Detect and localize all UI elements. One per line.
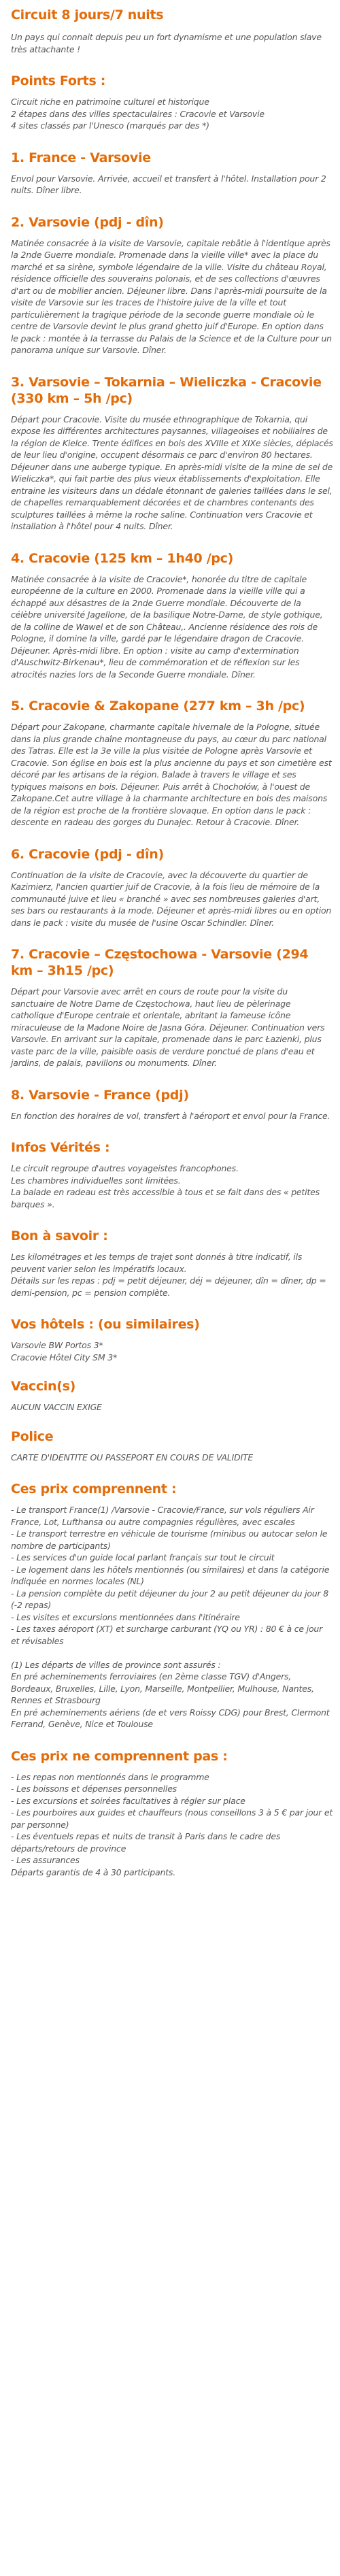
bon-savoir-line: Détails sur les repas : pdj = petit déjeuner, déj = déjeuner, dîn = dîner, dp = demi-pension, pc = pension complète. xyxy=(11,1275,326,1298)
police-section xyxy=(11,1428,333,1464)
hotels-section xyxy=(11,1316,333,1363)
bon-savoir-section xyxy=(11,1228,333,1299)
police-text: CARTE D'IDENTITE OU PASSEPORT EN COURS DE VALIDITE xyxy=(11,1452,254,1462)
day-6-text: Continuation de la visite de Cracovie, avec la découverte du quartier de Kazimierz, l'ancien quartier juif de Cracovie, à la fois lieu de mémoire de la communauté juive et lieu « branché » avec ses nombreuses galeries d'art, ses bars ou restaurants à la mode. Déjeuner et après-midi libres ou en option dans le pack : visite du musée de l'usine Oscar Schindler. Dîner. xyxy=(11,869,332,928)
day-1-section xyxy=(11,150,333,197)
comprend-line: - Le transport France(1) /Varsovie - Cracovie/France, sur vols réguliers Air France, Lot, Lufthansa ou autre compagnies régulières, avec escales xyxy=(11,1505,314,1527)
bon-savoir-line: Les kilométrages et les temps de trajet sont donnés à titre indicatif, ils peuvent varier selon les impératifs locaux. xyxy=(11,1252,303,1274)
ne-comprend-list xyxy=(11,1771,333,1879)
ne-comprend-line: - Les éventuels repas et nuits de transit à Paris dans le cadre des départs/retours de province xyxy=(11,1831,281,1854)
day-3-section xyxy=(11,374,333,533)
comprend-line: En pré acheminements ferroviaires (en 2ème classe TGV) d'Angers, Bordeaux, Bruxelles, Lille, Lyon, Marseille, Montpellier, Mulhouse, Nantes, Rennes et Strasbourg xyxy=(11,1671,314,1705)
day-6-section xyxy=(11,846,333,929)
vaccin-section xyxy=(11,1378,333,1414)
comprend-list xyxy=(11,1504,333,1730)
comprend-title: Ces prix comprennent : xyxy=(11,1482,177,1496)
ne-comprend-line: - Les boissons et dépenses personnelles xyxy=(11,1784,177,1794)
day-8-section xyxy=(11,1087,333,1122)
hotel-line: Varsovie BW Portos 3* xyxy=(11,1340,103,1350)
comprend-line: - Les taxes aéroport (XT) et surcharge carburant (YQ ou YR) : 80 € à ce jour et révisables xyxy=(11,1624,323,1646)
day-3-title: 3. Varsovie – Tokarnia – Wieliczka - Cracovie (330 km – 5h /pc) xyxy=(11,374,322,406)
ne-comprend-line: - Les assurances xyxy=(11,1855,80,1865)
infos-line: Le circuit regroupe d'autres voyageistes francophones. xyxy=(11,1163,239,1173)
day-7-section xyxy=(11,946,333,1069)
infos-list xyxy=(11,1162,333,1210)
points-forts-line: Circuit riche en patrimoine culturel et historique xyxy=(11,97,209,107)
circuit-section xyxy=(11,7,333,55)
comprend-line: - Le logement dans les hôtels mentionnés (ou similaires) et dans la catégorie indiquée en normes locales (NL) xyxy=(11,1564,330,1586)
day-5-text: Départ pour Zakopane, charmante capitale hivernale de la Pologne, située dans la plus grande chaîne montagneuse du pays, au cœur du parc national des Tatras. Elle est la 3e ville la plus visitée de Pologne après Varsovie et Cracovie. Son église en bois est la plus ancienne du pays et son cimetière est décoré par les artisans de la région. Balade à travers le village et ses typiques maisons en bois. Déjeuner. Puis arrêt à Chochołów, à l'ouest de Zakopane.Cet autre village à la charmante architecture en bois des maisons de la région est proche de la frontière slovaque. En option dans le pack : descente en radeau des gorges du Dunajec. Retour à Cracovie. Dîner. xyxy=(11,722,332,827)
comprend-line: - Les services d'un guide local parlant français sur tout le circuit xyxy=(11,1552,275,1562)
day-4-title: 4. Cracovie (125 km – 1h40 /pc) xyxy=(11,550,234,566)
day-6-title: 6. Cracovie (pdj - dîn) xyxy=(11,846,164,862)
day-2-title: 2. Varsovie (pdj - dîn) xyxy=(11,214,164,230)
infos-title: Infos Vérités : xyxy=(11,1140,110,1155)
circuit-intro: Un pays qui connait depuis peu un fort dynamisme et une population slave très attachante ! xyxy=(11,32,322,54)
day-4-text: Matinée consacrée à la visite de Cracovie*, honorée du titre de capitale européenne de la culture en 2000. Promenade dans la vieille ville qui a échappé aux désastres de la 2nde Guerre mondiale. Découverte de la célèbre université Jagellone, de la basilique Notre-Dame, de style gothique, de la colline de Wawel et de son Château,. Ancienne résidence des rois de Pologne, il domine la ville, gardé par le légendaire dragon de Cracovie. Déjeuner. Après-midi libre. En option : visite au camp d'extermination d'Auschwitz-Birkenau*, lieu de commémoration et de réflexion sur les atrocités nazies lors de la Seconde Guerre mondiale. Dîner. xyxy=(11,573,323,680)
points-forts-section xyxy=(11,73,333,132)
day-4-section xyxy=(11,550,333,681)
day-2-section xyxy=(11,214,333,356)
circuit-title: Circuit 8 jours/7 nuits xyxy=(11,7,164,22)
comprend-line: - Les visites et excursions mentionnées dans l'itinéraire xyxy=(11,1611,240,1622)
ne-comprend-section xyxy=(11,1748,333,1879)
day-1-text: Envol pour Varsovie. Arrivée, accueil et transfert à l'hôtel. Installation pour 2 nuits. Dîner libre. xyxy=(11,173,326,195)
hotel-line: Cracovie Hôtel City SM 3* xyxy=(11,1352,118,1362)
police-title: Police xyxy=(11,1428,54,1444)
points-forts-line: 4 sites classés par l'Unesco (marqués par des *) xyxy=(11,120,209,131)
bon-savoir-list xyxy=(11,1251,333,1299)
bon-savoir-title: Bon à savoir : xyxy=(11,1228,108,1243)
infos-line: La balade en radeau est très accessible à tous et se fait dans des « petites barques ». xyxy=(11,1187,320,1209)
ne-comprend-line: - Les excursions et soirées facultatives à régler sur place xyxy=(11,1795,245,1806)
comprend-line: (1) Les départs de villes de province sont assurés : xyxy=(11,1659,221,1670)
travel-document xyxy=(0,7,340,1878)
day-3-text: Départ pour Cracovie. Visite du musée ethnographique de Tokarnia, qui expose les différentes architectures paysannes, villageoises et nobiliaires de la région de Kielce. Trente édifices en bois des XVIIIe et XIXe siècles, déplacés de leur lieu d'origine, occupent désormais ce parc d'environ 80 hectares. Déjeuner dans une auberge typique. En après-midi visite de la mine de sel de Wieliczka*, qui fait partie des plus vieux établissements d'exploitation. Elle entraine les visiteurs dans un dédale étonnant de galeries taillées dans le sel, de chapelles remarquablement décorées et de chambres contenants des sculptures taillées à même la roche saline. Continuation vers Cracovie et installation à l'hôtel pour 4 nuits. Dîner. xyxy=(11,414,333,531)
points-forts-line: 2 étapes dans des villes spectaculaires : Cracovie et Varsovie xyxy=(11,108,265,119)
points-forts-list xyxy=(11,96,333,132)
comprend-spacer xyxy=(11,1647,333,1659)
hotels-list xyxy=(11,1339,333,1363)
comprend-line: En pré acheminements aériens (de et vers Roissy CDG) pour Brest, Clermont Ferrand, Genève, Nice et Toulouse xyxy=(11,1707,330,1729)
day-1-title: 1. France - Varsovie xyxy=(11,150,151,165)
comprend-section xyxy=(11,1481,333,1730)
day-8-text: En fonction des horaires de vol, transfert à l'aéroport et envol pour la France. xyxy=(11,1110,330,1121)
comprend-line: - La pension complète du petit déjeuner du jour 2 au petit déjeuner du jour 8 (-2 repas) xyxy=(11,1588,328,1610)
vaccin-title: Vaccin(s) xyxy=(11,1379,76,1394)
comprend-line: - Le transport terrestre en véhicule de tourisme (minibus ou autocar selon le nombre de participants) xyxy=(11,1528,328,1551)
vaccin-text: AUCUN VACCIN EXIGE xyxy=(11,1402,102,1412)
infos-section xyxy=(11,1139,333,1210)
day-7-text: Départ pour Varsovie avec arrêt en cours de route pour la visite du sanctuaire de Notre Dame de Częstochowa, haut lieu de pèlerinage catholique d'Europe centrale et orientale, abritant la fameuse icône miraculeuse de la Madone Noire de Jasna Góra. Déjeuner. Continuation vers Varsovie. En arrivant sur la capitale, promenade dans le parc Łazienki, plus vaste parc de la ville, paisible oasis de verdure ponctué de plans d'eau et jardins, de palais, pavillons ou monuments. Dîner. xyxy=(11,986,325,1068)
day-7-title: 7. Cracovie – Częstochowa - Varsovie (294 km – 3h15 /pc) xyxy=(11,947,309,978)
day-8-title: 8. Varsovie - France (pdj) xyxy=(11,1087,189,1103)
day-5-title: 5. Cracovie & Zakopane (277 km – 3h /pc) xyxy=(11,699,305,714)
hotels-title: Vos hôtels : (ou similaires) xyxy=(11,1317,200,1332)
day-5-section xyxy=(11,698,333,829)
day-2-text: Matinée consacrée à la visite de Varsovie, capitale rebâtie à l'identique après la 2nde Guerre mondiale. Promenade dans la vieille ville* avec la place du marché et sa sirène, symbole légendaire de la ville. Visite du château Royal, résidence officielle des souverains polonais, et de ses collections d'œuvres d'art ou de mobilier ancien. Déjeuner libre. Dans l'après-midi poursuite de la visite de Varsovie sur les traces de l'histoire juive de la ville et tout particulièrement la tragique période de la seconde guerre mondiale où le centre de Varsovie devint le plus grand ghetto juif d'Europe. En option dans le pack : montée à la terrasse du Palais de la Science et de la Culture pour un panorama unique sur Varsovie. Dîner. xyxy=(11,237,332,355)
points-forts-title: Points Forts : xyxy=(11,73,106,88)
ne-comprend-title: Ces prix ne comprennent pas : xyxy=(11,1748,228,1764)
ne-comprend-line: Départs garantis de 4 à 30 participants. xyxy=(11,1867,176,1877)
ne-comprend-line: - Les pourboires aux guides et chauffeurs (nous conseillons 3 à 5 € par jour et par personne) xyxy=(11,1807,333,1830)
infos-line: Les chambres individuelles sont limitées. xyxy=(11,1175,181,1186)
ne-comprend-line: - Les repas non mentionnés dans le programme xyxy=(11,1771,209,1782)
